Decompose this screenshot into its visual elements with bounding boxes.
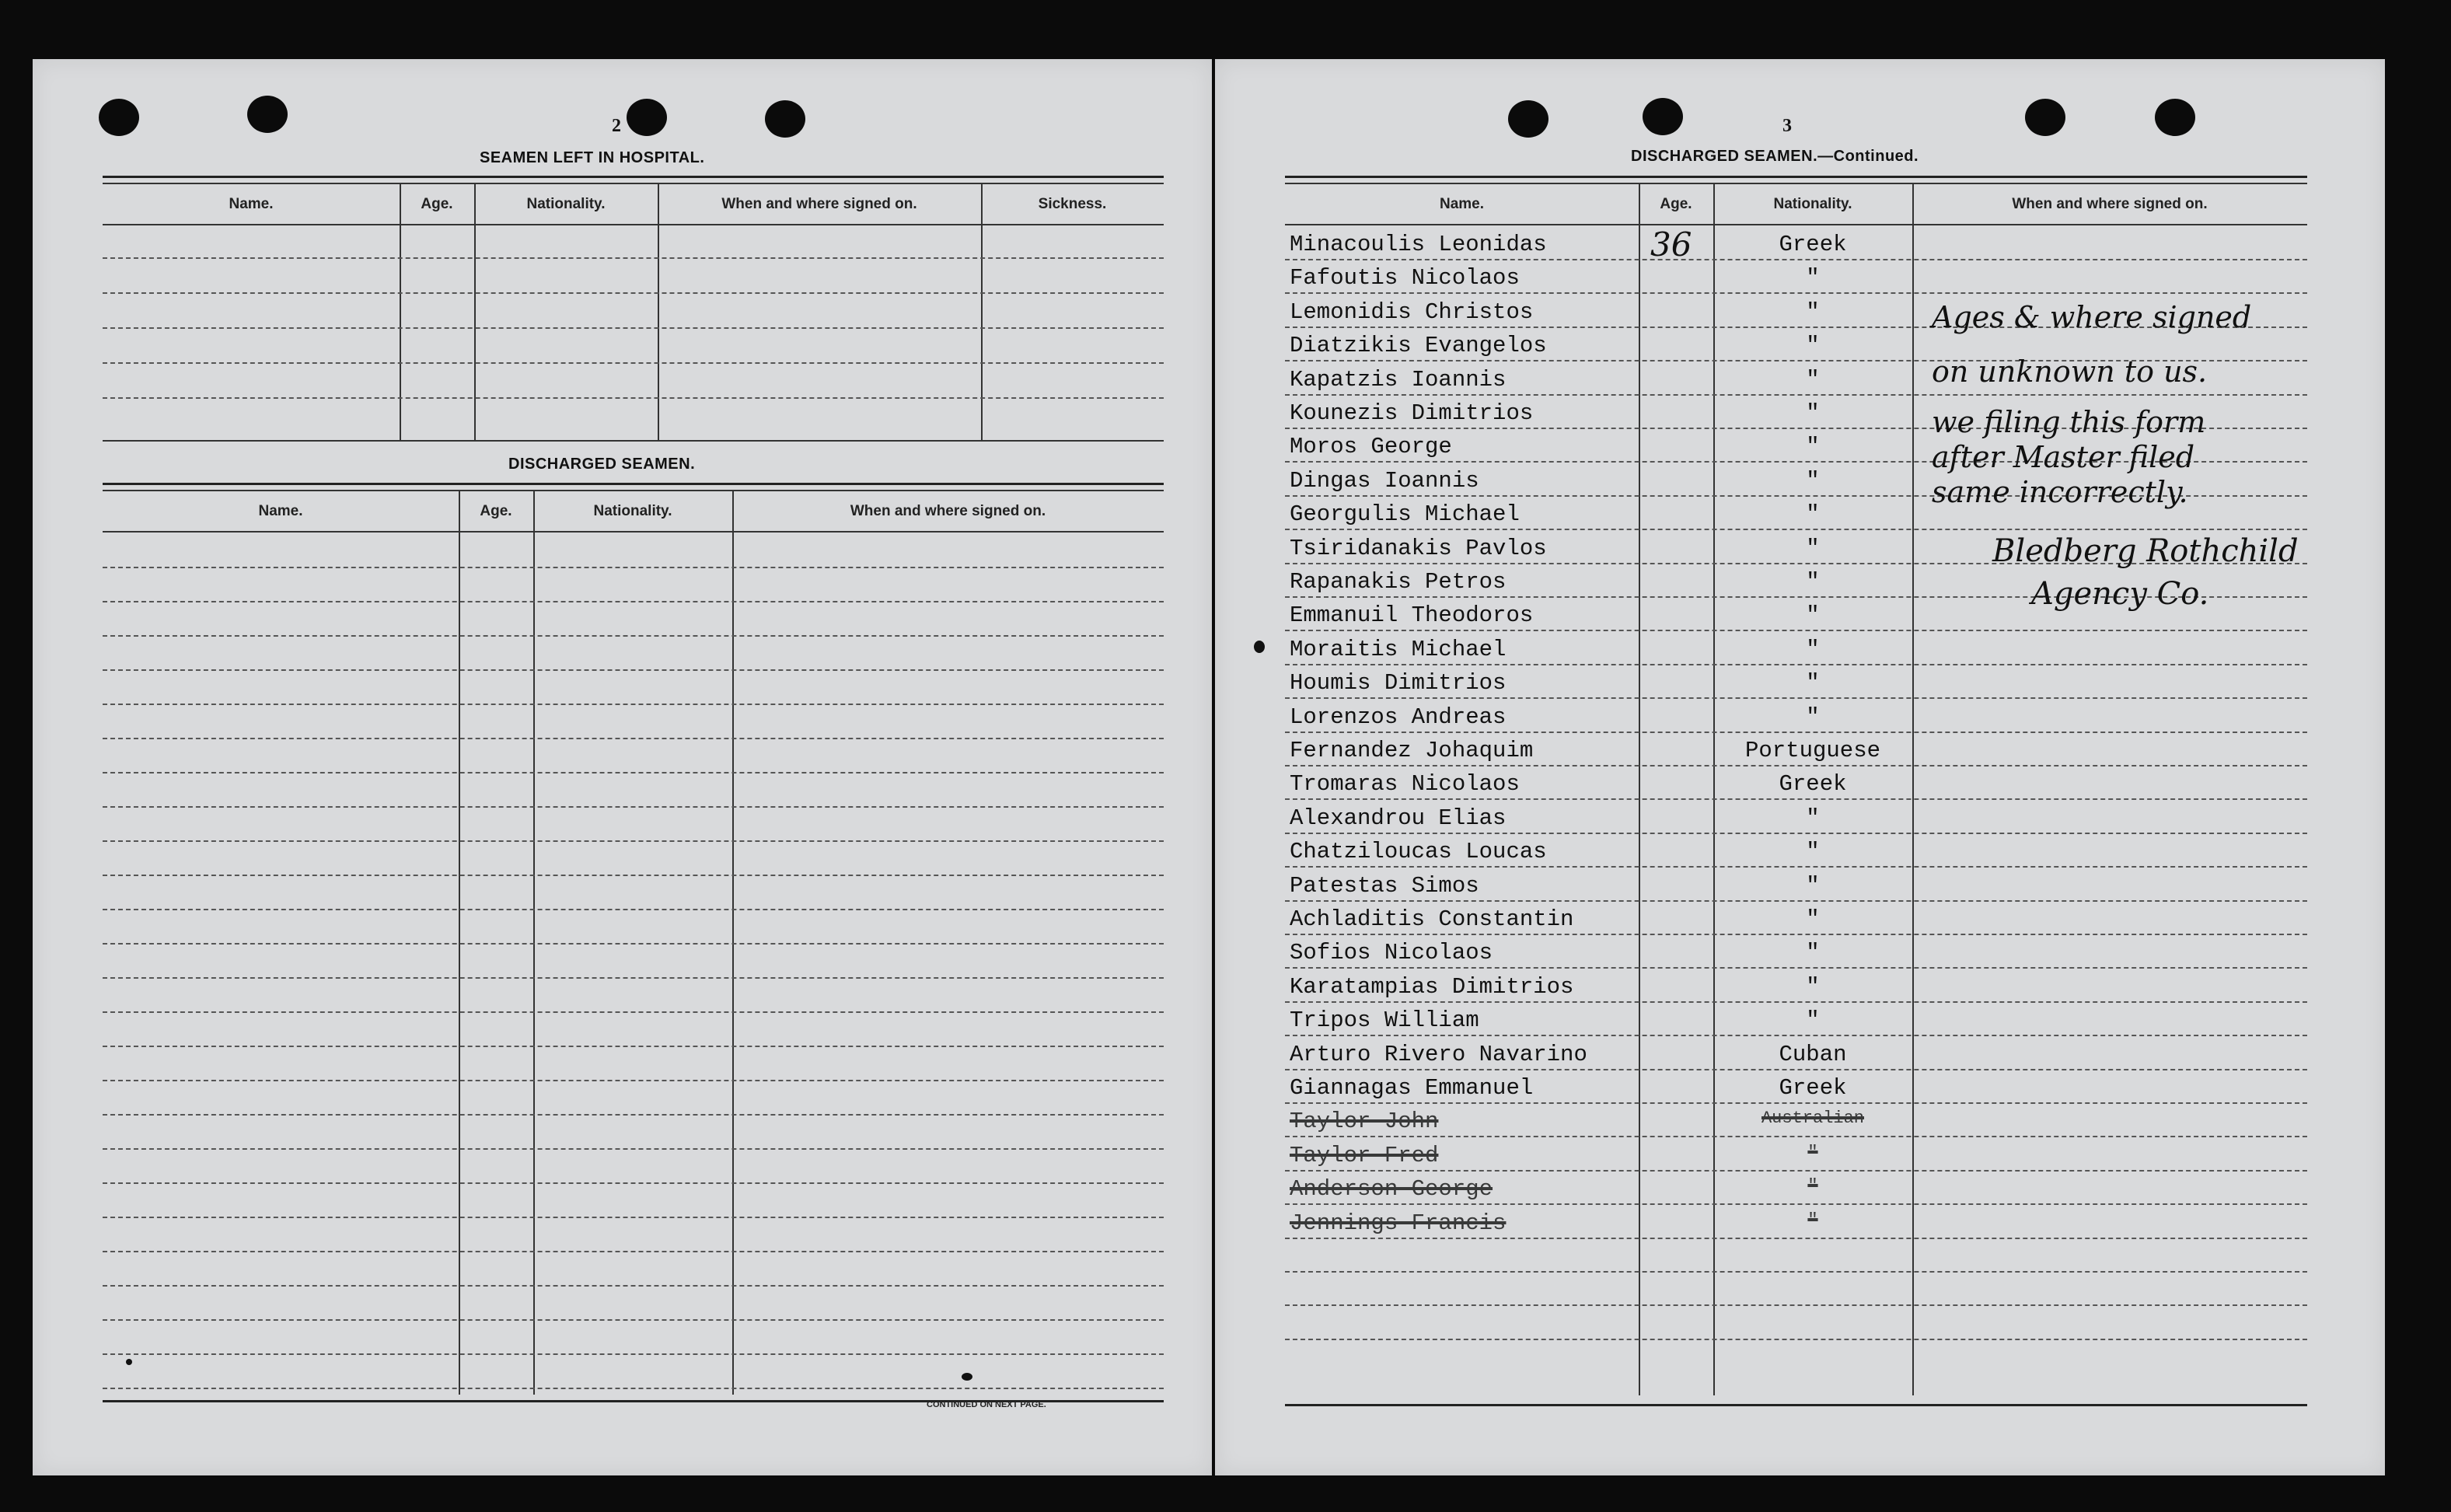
seaman-nationality: Australian [1761, 1109, 1865, 1129]
blank-row-line [103, 840, 1164, 842]
seaman-nationality: " [1807, 1142, 1818, 1162]
seaman-nationality: " [1806, 973, 1820, 1000]
blank-row-line [103, 567, 1164, 568]
column-header-age: Age. [1660, 196, 1692, 212]
seaman-nationality: " [1806, 636, 1820, 662]
row-line [1285, 732, 2307, 733]
column-header-nationality: Nationality. [593, 503, 672, 519]
seaman-name: Anderson George [1290, 1176, 1493, 1203]
seaman-nationality: " [1806, 333, 1820, 359]
signature-line: Agency Co. [2031, 576, 2209, 612]
blank-row-line [103, 772, 1164, 773]
blank-row-line [103, 977, 1164, 979]
handwritten-note-line: same incorrectly. [1932, 475, 2188, 509]
seaman-name: Tripos William [1290, 1007, 1479, 1034]
seaman-name: Fafoutis Nicolaos [1290, 265, 1520, 292]
row-line [1285, 1035, 2307, 1036]
row-line [1285, 1203, 2307, 1205]
signature-line: Bledberg Rothchild [1992, 533, 2299, 569]
seaman-nationality: " [1806, 602, 1820, 629]
seaman-name: Taylor Fred [1290, 1142, 1439, 1168]
row-line [1285, 630, 2307, 631]
column-header-nationality: Nationality. [526, 196, 606, 212]
row-line [1285, 833, 2307, 834]
blank-row-line [103, 1148, 1164, 1150]
punch-hole [247, 96, 288, 133]
seaman-name: Achladitis Constantin [1290, 906, 1574, 932]
blank-row-line [103, 909, 1164, 910]
row-line [1285, 697, 2307, 699]
seaman-name: Taylor John [1290, 1109, 1439, 1135]
blank-row-line [103, 1251, 1164, 1252]
blank-row-line [103, 1114, 1164, 1116]
seaman-nationality: Cuban [1779, 1041, 1847, 1067]
row-line [1285, 292, 2307, 294]
seaman-nationality: Greek [1779, 232, 1847, 257]
row-line [1285, 967, 2307, 969]
punch-hole [627, 99, 667, 136]
left-page [33, 59, 1212, 1475]
seaman-name: Jennings Francis [1290, 1210, 1507, 1236]
row-line [1285, 259, 2307, 260]
discharged-section-title: DISCHARGED SEAMEN. [508, 456, 696, 473]
seaman-name: Lorenzos Andreas [1290, 704, 1507, 730]
seaman-nationality: " [1806, 906, 1820, 932]
seaman-nationality: " [1806, 569, 1820, 595]
seaman-name: Kapatzis Ioannis [1290, 366, 1507, 393]
blank-row-line [103, 1353, 1164, 1355]
handwritten-note-line: on unknown to us. [1932, 354, 2208, 389]
column-header-age: Age. [480, 503, 512, 519]
punch-hole [1508, 100, 1548, 138]
seaman-nationality: Portuguese [1744, 738, 1881, 763]
seaman-name: Dingas Ioannis [1290, 467, 1479, 494]
handwritten-note-line: after Master filed [1932, 440, 2195, 474]
seaman-name: Diatzikis Evangelos [1290, 333, 1547, 359]
row-line [1285, 866, 2307, 868]
blank-row-line [103, 806, 1164, 808]
seaman-nationality: " [1806, 501, 1820, 528]
seaman-age: 36 [1650, 225, 1692, 264]
seaman-nationality: " [1806, 940, 1820, 966]
handwritten-note-line: Ages & where signed [1932, 300, 2252, 334]
seaman-name: Patestas Simos [1290, 872, 1479, 899]
punch-hole [1643, 98, 1683, 135]
blank-row-line [103, 1011, 1164, 1013]
seaman-name: Houmis Dimitrios [1290, 670, 1507, 697]
punch-hole [2155, 99, 2195, 136]
row-line [1285, 1102, 2307, 1104]
seaman-nationality: " [1806, 839, 1820, 865]
row-line [1285, 1339, 2307, 1340]
row-line [1285, 798, 2307, 800]
hospital-section-title: SEAMEN LEFT IN HOSPITAL. [480, 149, 705, 166]
seaman-name: Moraitis Michael [1290, 636, 1507, 662]
handwritten-note-line: we filing this form [1932, 405, 2206, 439]
seaman-name: Moros George [1290, 434, 1452, 460]
discharged-table-left [103, 483, 1164, 1439]
row-line [1285, 1136, 2307, 1137]
seaman-name: Kounezis Dimitrios [1290, 400, 1534, 426]
row-line [1285, 1001, 2307, 1003]
row-line [1285, 1304, 2307, 1306]
column-header-name: Name. [1439, 196, 1485, 212]
column-header-signed-on: When and where signed on. [721, 196, 917, 212]
row-line [1285, 900, 2307, 902]
page-number: 3 [1782, 116, 1792, 136]
column-header-signed-on: When and where signed on. [2012, 196, 2208, 212]
blank-row-line [103, 635, 1164, 637]
seaman-nationality: " [1806, 1007, 1820, 1034]
blank-row-line [103, 1285, 1164, 1287]
blank-row-line [103, 1080, 1164, 1081]
blank-row-line [103, 738, 1164, 739]
blank-row-line [103, 875, 1164, 876]
row-line [1285, 1271, 2307, 1273]
blank-row-line [103, 704, 1164, 705]
seaman-nationality: " [1806, 535, 1820, 561]
seaman-nationality: " [1806, 872, 1820, 899]
column-header-sickness: Sickness. [1038, 196, 1107, 212]
ink-speck [1254, 641, 1265, 653]
punch-hole [99, 99, 139, 136]
seaman-nationality: " [1806, 467, 1820, 494]
row-line [1285, 664, 2307, 665]
column-header-age: Age. [421, 196, 453, 212]
seaman-nationality: " [1806, 366, 1820, 393]
blank-row-line [103, 1388, 1164, 1389]
seaman-nationality: Greek [1779, 1075, 1847, 1101]
seaman-name: Chatziloucas Loucas [1290, 839, 1547, 865]
row-line [1285, 934, 2307, 935]
blank-row-line [103, 1319, 1164, 1321]
discharged-continued-title: DISCHARGED SEAMEN.—Continued. [1631, 148, 1919, 165]
seaman-nationality: " [1806, 265, 1820, 292]
ink-speck [126, 1359, 132, 1365]
seaman-name: Sofios Nicolaos [1290, 940, 1493, 966]
page-number: 2 [612, 116, 621, 136]
ink-speck [962, 1373, 972, 1381]
seaman-name: Tromaras Nicolaos [1290, 771, 1520, 798]
blank-row-line [103, 943, 1164, 945]
blank-row-line [103, 1046, 1164, 1047]
seaman-nationality: " [1806, 670, 1820, 697]
seaman-nationality: Greek [1779, 771, 1847, 798]
seaman-name: Lemonidis Christos [1290, 299, 1534, 325]
punch-hole [765, 100, 805, 138]
seaman-nationality: " [1806, 434, 1820, 460]
seaman-name: Rapanakis Petros [1290, 569, 1507, 595]
row-line [1285, 765, 2307, 766]
seaman-name: Karatampias Dimitrios [1290, 973, 1574, 1000]
blank-row-line [103, 1217, 1164, 1218]
seaman-nationality: " [1806, 299, 1820, 325]
seaman-name: Giannagas Emmanuel [1290, 1075, 1534, 1101]
seaman-name: Arturo Rivero Navarino [1290, 1041, 1587, 1067]
row-line [1285, 1170, 2307, 1172]
seaman-name: Minacoulis Leonidas [1290, 232, 1547, 257]
seaman-name: Fernandez Johaquim [1290, 738, 1534, 763]
seaman-nationality: " [1806, 400, 1820, 426]
blank-row-line [103, 1182, 1164, 1184]
right-page [1215, 59, 2385, 1475]
seaman-name: Emmanuil Theodoros [1290, 602, 1534, 629]
column-header-signed-on: When and where signed on. [850, 503, 1046, 519]
seaman-name: Tsiridanakis Pavlos [1290, 535, 1547, 561]
row-line [1285, 1238, 2307, 1239]
blank-row-line [103, 601, 1164, 602]
punch-hole [2025, 99, 2065, 136]
blank-row-line [103, 669, 1164, 671]
row-line [1285, 529, 2307, 530]
seaman-nationality: " [1806, 704, 1820, 730]
column-header-nationality: Nationality. [1773, 196, 1852, 212]
row-line [1285, 1069, 2307, 1070]
continued-footer: CONTINUED ON NEXT PAGE. [927, 1400, 1046, 1409]
seaman-nationality: " [1807, 1176, 1818, 1196]
column-header-name: Name. [229, 196, 274, 212]
seaman-nationality: " [1806, 805, 1820, 831]
column-header-name: Name. [258, 503, 303, 519]
seaman-nationality: " [1807, 1210, 1818, 1230]
hospital-table [103, 176, 1164, 502]
row-line [1285, 394, 2307, 396]
seaman-name: Georgulis Michael [1290, 501, 1520, 528]
seaman-name: Alexandrou Elias [1290, 805, 1507, 831]
